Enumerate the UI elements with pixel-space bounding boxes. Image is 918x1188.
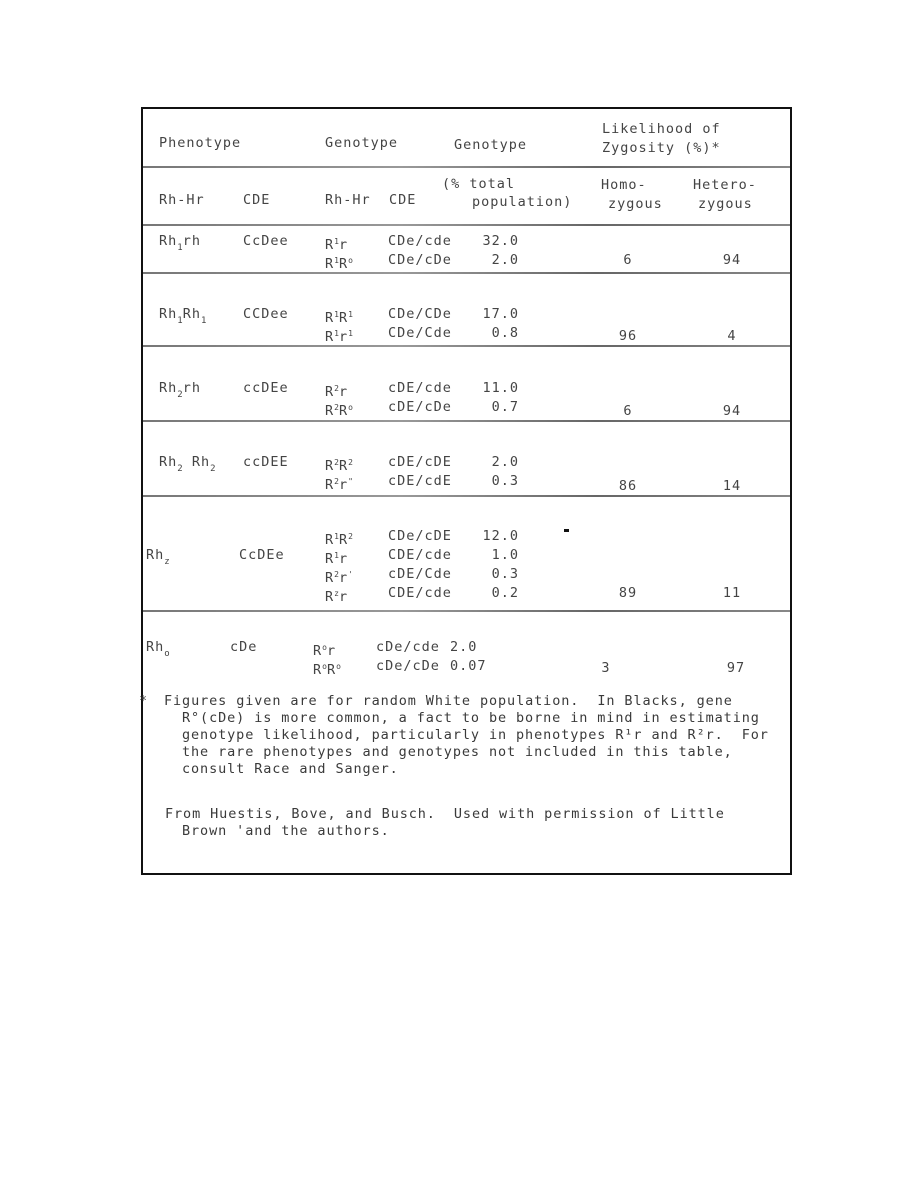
genotype-percent: 0.3 <box>491 473 519 489</box>
genotype-rh-hr <box>325 398 353 421</box>
footnote-line: Figures given are for random White population. In Blacks, gene <box>164 693 733 709</box>
genotype-percent: 17.0 <box>482 306 519 322</box>
header-genotype-percent: Genotype <box>454 137 528 153</box>
allele-base: R <box>325 384 335 400</box>
allele-base: R <box>325 329 335 345</box>
phenotype-cde: CcDee <box>243 233 289 249</box>
phenotype-rest: Rh <box>182 454 211 470</box>
phenotype-base: Rh <box>146 639 165 655</box>
allele-superscript: 1 <box>334 551 339 560</box>
homozygous-percent: 6 <box>623 252 633 268</box>
allele-second: r <box>338 570 349 586</box>
header-phenotype: Phenotype <box>159 135 242 151</box>
allele-base: R <box>313 643 323 659</box>
phenotype-subscript: 2 <box>177 464 183 474</box>
genotype-rh-hr <box>325 324 353 347</box>
header-likelihood-line2: Zygosity (%)* <box>602 140 721 156</box>
phenotype-rest: Rh <box>182 306 201 322</box>
genotype-cde: cDe/cDe <box>376 658 440 674</box>
genotype-cde: cDE/cdE <box>388 473 452 489</box>
genotype-cde: CDe/cDE <box>388 528 452 544</box>
group-divider <box>143 272 790 274</box>
genotype-percent: 11.0 <box>482 380 519 396</box>
genotype-cde: CDE/cde <box>388 585 452 601</box>
phenotype-subscript: z <box>164 557 170 567</box>
genotype-percent: 0.2 <box>491 585 519 601</box>
heterozygous-percent: 94 <box>722 252 742 268</box>
allele-second: r <box>338 551 349 567</box>
genotype-percent: 0.7 <box>491 399 519 415</box>
allele-second: R <box>338 403 349 419</box>
allele-base: R <box>325 237 335 253</box>
allele-superscript: 1 <box>334 256 339 265</box>
footnote-line: consult Race and Sanger. <box>182 761 399 777</box>
phenotype-rh-hr <box>146 638 170 664</box>
genotype-rh-hr <box>313 657 341 680</box>
phenotype-base: Rh <box>159 454 178 470</box>
rh-genotype-table <box>141 107 792 875</box>
genotype-cde: cDE/cDe <box>388 399 452 415</box>
genotype-rh-hr <box>325 584 348 607</box>
genotype-percent: 12.0 <box>482 528 519 544</box>
allele-base: R <box>325 532 335 548</box>
phenotype-base: Rh <box>159 306 178 322</box>
homozygous-percent: 6 <box>623 403 633 419</box>
genotype-percent: 0.8 <box>491 325 519 341</box>
group-divider <box>143 610 790 612</box>
subheader-percent-line1: (% total <box>442 176 516 192</box>
subheader-hetero-line2: zygous <box>698 196 753 212</box>
allele-base: R <box>325 403 335 419</box>
phenotype-subscript: o <box>164 649 170 659</box>
allele-superscript: o <box>322 643 327 652</box>
genotype-cde: CDE/cde <box>388 547 452 563</box>
allele-superscript: 2 <box>334 570 339 579</box>
phenotype-rest-subscript: 1 <box>200 316 207 326</box>
phenotype-base: Rh <box>159 233 178 249</box>
allele-second: R <box>338 458 349 474</box>
phenotype-cde: ccDEE <box>243 454 289 470</box>
allele-second: r <box>338 237 349 253</box>
allele-base: R <box>325 458 335 474</box>
phenotype-base: Rh <box>146 547 165 563</box>
allele-superscript: 1 <box>334 310 339 319</box>
subheader-divider <box>143 224 790 226</box>
homozygous-percent: 89 <box>618 585 638 601</box>
allele-superscript: 1 <box>334 329 339 338</box>
genotype-percent: 2.0 <box>491 454 519 470</box>
allele-second: r <box>338 384 349 400</box>
genotype-percent: 1.0 <box>491 547 519 563</box>
allele-second: R <box>338 532 349 548</box>
footnote-line: the rare phenotypes and genotypes not included in this table, <box>182 744 733 760</box>
source-citation-line: Brown 'and the authors. <box>182 823 390 839</box>
allele-superscript: 1 <box>334 532 339 541</box>
allele-superscript: 1 <box>334 237 339 246</box>
allele-second: R <box>326 662 337 678</box>
group-divider <box>143 495 790 497</box>
phenotype-cde: CCDee <box>243 306 289 322</box>
allele-second-superscript: ' <box>348 570 353 579</box>
genotype-cde: cDE/cde <box>388 380 452 396</box>
allele-superscript: 2 <box>334 403 339 412</box>
genotype-cde: CDe/cDe <box>388 252 452 268</box>
phenotype-rh-hr <box>146 546 170 572</box>
allele-second-superscript: 1 <box>348 329 353 338</box>
source-citation-line: From Huestis, Bove, and Busch. Used with permission of Little <box>165 806 725 822</box>
heterozygous-percent: 94 <box>722 403 742 419</box>
allele-base: R <box>325 589 335 605</box>
subheader-percent-line2: population) <box>472 194 573 210</box>
allele-superscript: 2 <box>334 458 339 467</box>
subheader-cde: CDE <box>243 192 271 208</box>
subheader-genotype-rh-hr: Rh-Hr <box>325 192 371 208</box>
header-divider <box>143 166 790 168</box>
phenotype-subscript: 2 <box>177 390 183 400</box>
allele-superscript: o <box>322 662 327 671</box>
phenotype-rh-hr <box>159 232 201 258</box>
phenotype-cde: ccDEe <box>243 380 289 396</box>
allele-second-superscript: o <box>348 403 353 412</box>
allele-superscript: 2 <box>334 384 339 393</box>
allele-superscript: 2 <box>334 477 339 486</box>
subheader-homo-line1: Homo- <box>601 177 647 193</box>
phenotype-cde: CcDEe <box>239 547 285 563</box>
phenotype-rh-hr <box>159 305 206 331</box>
allele-base: R <box>325 551 335 567</box>
allele-base: R <box>325 310 335 326</box>
genotype-cde: CDe/CDe <box>388 306 452 322</box>
phenotype-cde: cDe <box>230 639 258 655</box>
allele-base: R <box>325 256 335 272</box>
phenotype-rh-hr <box>159 453 216 479</box>
subheader-genotype-cde: CDE <box>389 192 417 208</box>
allele-second-superscript: 2 <box>348 532 353 541</box>
phenotype-rest: rh <box>182 380 201 396</box>
footnote-marker: * <box>139 693 149 709</box>
heterozygous-percent: 4 <box>727 328 737 344</box>
homozygous-percent: 96 <box>618 328 638 344</box>
allele-second-superscript: 2 <box>348 458 353 467</box>
footnote-line: R°(cDe) is more common, a fact to be borne in mind in estimating <box>182 710 760 726</box>
allele-second: R <box>338 256 349 272</box>
genotype-percent: 2.0 <box>491 252 519 268</box>
allele-second: r <box>338 477 349 493</box>
allele-base: R <box>325 477 335 493</box>
allele-superscript: z <box>334 589 339 598</box>
genotype-percent: 32.0 <box>482 233 519 249</box>
allele-base: R <box>325 570 335 586</box>
subheader-homo-line2: zygous <box>608 196 663 212</box>
genotype-cde: cDe/cde <box>376 639 440 655</box>
genotype-cde: cDE/Cde <box>388 566 452 582</box>
phenotype-subscript: 1 <box>177 243 183 253</box>
allele-second: r <box>338 329 349 345</box>
subheader-hetero-line1: Hetero- <box>693 177 757 193</box>
allele-second-superscript: " <box>348 477 353 486</box>
phenotype-rh-hr <box>159 379 201 405</box>
allele-second-superscript: 1 <box>348 310 353 319</box>
heterozygous-percent: 11 <box>722 585 742 601</box>
allele-second: r <box>338 589 349 605</box>
phenotype-base: Rh <box>159 380 178 396</box>
allele-base: R <box>313 662 323 678</box>
genotype-cde: CDe/cde <box>388 233 452 249</box>
genotype-rh-hr <box>325 472 353 495</box>
scan-artifact <box>564 529 569 532</box>
allele-second: R <box>338 310 349 326</box>
phenotype-rest-subscript: 2 <box>210 464 216 474</box>
heterozygous-percent: 14 <box>722 478 742 494</box>
group-divider <box>143 420 790 422</box>
header-genotype: Genotype <box>325 135 399 151</box>
allele-second: r <box>326 643 337 659</box>
homozygous-percent: 3 <box>601 660 611 676</box>
genotype-percent: 2.0 <box>450 639 478 655</box>
footnote-line: genotype likelihood, particularly in phenotypes R¹r and R²r. For <box>182 727 769 743</box>
allele-second-superscript: o <box>348 256 353 265</box>
group-divider <box>143 345 790 347</box>
genotype-cde: cDE/cDE <box>388 454 452 470</box>
heterozygous-percent: 97 <box>726 660 746 676</box>
phenotype-subscript: 1 <box>177 316 183 326</box>
genotype-rh-hr <box>325 251 353 274</box>
allele-second-superscript: o <box>336 662 341 671</box>
genotype-percent: 0.3 <box>491 566 519 582</box>
homozygous-percent: 86 <box>618 478 638 494</box>
subheader-rh-hr: Rh-Hr <box>159 192 205 208</box>
genotype-cde: CDe/Cde <box>388 325 452 341</box>
genotype-percent: 0.07 <box>450 658 487 674</box>
phenotype-rest: rh <box>182 233 201 249</box>
header-likelihood-line1: Likelihood of <box>602 121 721 137</box>
